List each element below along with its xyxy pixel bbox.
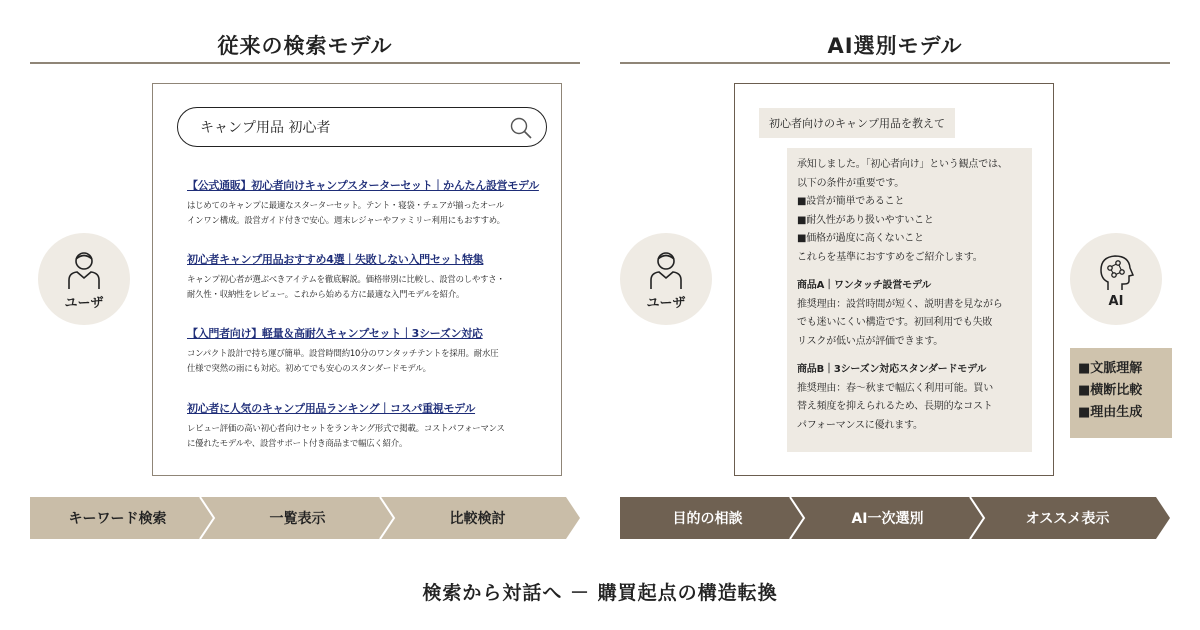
ai-chat-panel [734, 83, 1054, 476]
right-panel-title: AI選別モデル [827, 34, 963, 58]
user-icon [64, 248, 104, 290]
result-description: はじめてのキャンプに最適なスターターセット。テント・寝袋・チェアが揃ったオール インワン構成。設営ガイド付きで安心。週末レジャーやファミリー利用にもおすすめ。 [187, 200, 505, 225]
search-bar[interactable] [177, 107, 547, 147]
left-user-label: ユーザ [64, 295, 104, 311]
search-result-1 [187, 177, 547, 228]
flow-step-recommend: オススメ表示 [1025, 511, 1110, 527]
left-title-rule [30, 62, 580, 64]
result-link[interactable]: 【入門者向け】軽量＆高耐久キャンプセット｜3シーズン対応 [187, 327, 483, 340]
user-icon [646, 248, 686, 290]
flow-step-keyword-search: キーワード検索 [68, 511, 167, 527]
flow-step-list-display: 一覧表示 [269, 511, 326, 527]
bottom-caption: 検索から対話へ － 購買起点の構造転換 [422, 582, 778, 604]
right-user-circle [620, 233, 712, 325]
search-result-4 [187, 400, 547, 451]
ai-circle [1070, 233, 1162, 325]
left-flow-bar [30, 497, 580, 539]
left-panel-title: 従来の検索モデル [217, 34, 393, 58]
search-results-panel [152, 83, 562, 476]
result-link[interactable]: 初心者に人気のキャンプ用品ランキング｜コスパ重視モデル [187, 402, 476, 415]
search-icon[interactable] [508, 115, 534, 141]
right-title-rule [620, 62, 1170, 64]
result-link[interactable]: 【公式通販】初心者向けキャンプスターターセット｜かんたん設営モデル [187, 179, 539, 192]
product-a-name: 商品A｜ワンタッチ設営モデル [797, 280, 932, 291]
result-description: コンパクト設計で持ち運び簡単。設営時間約10分のワンタッチテントを採用。耐水圧 仕様で突然の雨にも対応。初めてでも安心のスタンダードモデル。 [187, 348, 499, 373]
right-flow-bar [620, 497, 1170, 539]
search-result-2 [187, 251, 547, 302]
ai-capabilities-box [1070, 348, 1172, 438]
result-link[interactable]: 初心者キャンプ用品おすすめ4選｜失敗しない入門セット特集 [187, 253, 484, 266]
capability-item: ■横断比較 [1078, 383, 1143, 398]
flow-step-ai-selection: AI一次選別 [851, 511, 924, 527]
user-query-bubble: 初心者向けのキャンプ用品を教えて [759, 108, 955, 138]
result-description: キャンプ初心者が選ぶべきアイテムを徹底解説。価格帯別に比較し、設営のしやすさ・ 耐久性・収納性をレビュー。これから始める方に最適な入門モデルを紹介。 [187, 274, 505, 299]
ai-answer-bubble: 承知しました。「初心者向け」という観点では、 以下の条件が重要です。 ■設営が簡単であること ■耐久性があり扱いやすいこと ■価格が過度に高くないこと これらを基準におすすめをご紹介します。 商品A｜ワンタッチ設営モデル 推奨理由：設営時間が短く、説明書を見ながら でも迷いにくい構造です。初回利用でも失敗 リスクが低い点が評価できます。 商品B｜3シーズン対応スタンダードモデル 推奨理由：春〜秋まで幅広く利用可能。買い 替え頻度を抑えられるため、長期的なコスト パフォーマンスに優れます。 [787, 148, 1032, 452]
capability-item: ■文脈理解 [1078, 361, 1143, 376]
ai-brain-icon [1096, 250, 1136, 292]
ai-label: AI [1108, 293, 1124, 309]
result-description: レビュー評価の高い初心者向けセットをランキング形式で掲載。コストパフォーマンス に優れたモデルや、設営サポート付き商品まで幅広く紹介。 [187, 423, 505, 448]
search-query-text: キャンプ用品 初心者 [200, 120, 331, 136]
left-user-circle [38, 233, 130, 325]
right-user-label: ユーザ [646, 295, 686, 311]
flow-step-compare: 比較検討 [449, 511, 506, 527]
flow-step-purpose-consult: 目的の相談 [672, 511, 743, 527]
capability-item: ■理由生成 [1078, 405, 1143, 420]
search-result-3 [187, 325, 547, 376]
product-b-name: 商品B｜3シーズン対応スタンダードモデル [797, 364, 987, 375]
